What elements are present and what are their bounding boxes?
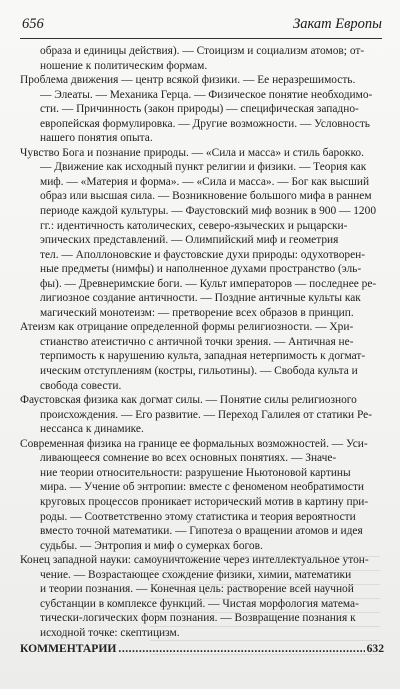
toc-entry-line: — Элеаты. — Механика Герца. — Физическое понятие необходимо-	[40, 88, 373, 101]
toc-entry-line: исходной точке: скептицизм.	[40, 626, 180, 639]
toc-section-comments[interactable]	[20, 642, 384, 657]
toc-entry-line: роды. — Соответственно этому статистика и теория вероятности	[40, 510, 356, 523]
toc-entry-heading: Атеизм как отрицание определенной формы религиозности. — Хри-	[20, 321, 354, 334]
table-of-contents	[20, 44, 384, 657]
toc-entry	[20, 320, 384, 393]
header-rule	[20, 38, 382, 39]
toc-entry-line: тел. — Аполлоновские и фаустовские духи природы: одухотворен-	[40, 248, 366, 261]
toc-entry-line: образ или высшая сила. — Возникновение большого мифа в раннем	[40, 190, 372, 203]
toc-entry-line: и теории познания. — Конечная цель: растворение всей научной	[40, 583, 354, 596]
toc-entry-line: нессанса к динамике.	[40, 423, 144, 436]
toc-entry	[20, 393, 384, 437]
toc-entry-line: ные предметы (нимфы) и наполненное духами пространство (эль-	[40, 263, 362, 276]
toc-entry-line: периоде каждой культуры. — Фаустовский миф возник в 900 — 1200	[40, 205, 377, 218]
toc-entry	[20, 146, 384, 321]
toc-entry-line: эпических представлений. — Олимпийский миф и геометрия	[40, 234, 339, 247]
toc-entry-line: терпимость к нарушению культа, западная нетерпимость к догмат-	[40, 350, 366, 363]
toc-entry-line: субстанции в комплексе функций. — Чистая морфология матема-	[40, 597, 359, 610]
toc-entry-line: миф. — «Материя и форма». — «Сила и масса». — Бог как высший	[40, 175, 370, 188]
toc-entry-line: сти. — Причинность (закон природы) — специфическая западно-	[40, 103, 359, 116]
toc-entry-line: происхождения. — Его развитие. — Переход Галилея от статики Ре-	[40, 408, 373, 421]
toc-entry-line: нашего понятия опыта.	[40, 132, 153, 145]
toc-entry-line: лигиозное создание античности. — Поздние античные культы как	[40, 292, 361, 305]
toc-entry-line: чение. — Возрастающее схождение физики, химии, математики	[40, 568, 352, 581]
toc-entry-line: стианство атеистично с античной точки зрения. — Античная не-	[40, 335, 354, 348]
toc-entry-line: судьбы. — Энтропия и миф о сумерках богов.	[40, 539, 263, 552]
running-title: Закат Европы	[293, 16, 382, 32]
toc-entry-line: ношение к политическим формам.	[40, 59, 208, 72]
toc-entry-line: фы). — Древнеримские боги. — Культ императоров — последнее ре-	[40, 277, 377, 290]
toc-entry	[20, 553, 384, 640]
toc-entry-line: вместо точной математики. — Гипотеза о вращении атомов и идея	[40, 525, 363, 538]
toc-entry-line: свобода совести.	[40, 379, 122, 392]
toc-entry	[20, 44, 384, 73]
dot-leader	[118, 642, 364, 657]
section-page-number: 632	[366, 642, 384, 656]
toc-entry	[20, 437, 384, 553]
toc-entry-line: мира. — Учение об энтропии: вместе с феноменом необратимости	[40, 481, 365, 494]
toc-entry-heading: Проблема движения — центр всякой физики. — Ее неразрешимость.	[20, 74, 356, 87]
toc-entry-heading: Чувство Бога и познание природы. — «Сила и масса» и стиль барокко.	[20, 146, 364, 159]
toc-entry-line: ливающееся сомнение во всех основных понятиях. — Значе-	[40, 452, 337, 465]
toc-entry-heading: Конец западной науки: самоуничтожение через интеллектуальное утон-	[20, 554, 369, 567]
toc-entry-line: круговых процессов проникает исторический мотив в картину при-	[40, 495, 369, 508]
section-label: КОММЕНТАРИИ	[20, 642, 117, 656]
page-number: 656	[22, 16, 44, 32]
toc-entry	[20, 73, 384, 146]
toc-entry-line: — Движение как исходный пункт религии и физики. — Теория как	[40, 161, 367, 174]
toc-entry-heading: Фаустовская физика как догмат силы. — Понятие силы религиозного	[20, 394, 357, 407]
toc-entry-line: ние теории относительности: разрушение Ньютоновой картины	[40, 466, 351, 479]
page-header	[22, 16, 382, 33]
toc-entry-line: европейская формулировка. — Другие возможности. — Условность	[40, 117, 370, 130]
toc-entry-line: ическим отступлениям (костры, гильотины). — Свобода культа и	[40, 365, 358, 378]
toc-entry-line: образа и единицы действия). — Стоицизм и социализм атомов; от-	[40, 45, 365, 57]
toc-entry-heading: Современная физика на границе ее формальных возможностей. — Уси-	[20, 437, 368, 450]
toc-entry-line: тически-логических форм познания. — Возвращение познания к	[40, 612, 356, 625]
toc-entry-line: магический монотеизм: — претворение всех образов в принцип.	[40, 306, 354, 319]
toc-entry-line: гг.: идентичность католических, северо-языческих и рыцарски-	[40, 219, 348, 232]
